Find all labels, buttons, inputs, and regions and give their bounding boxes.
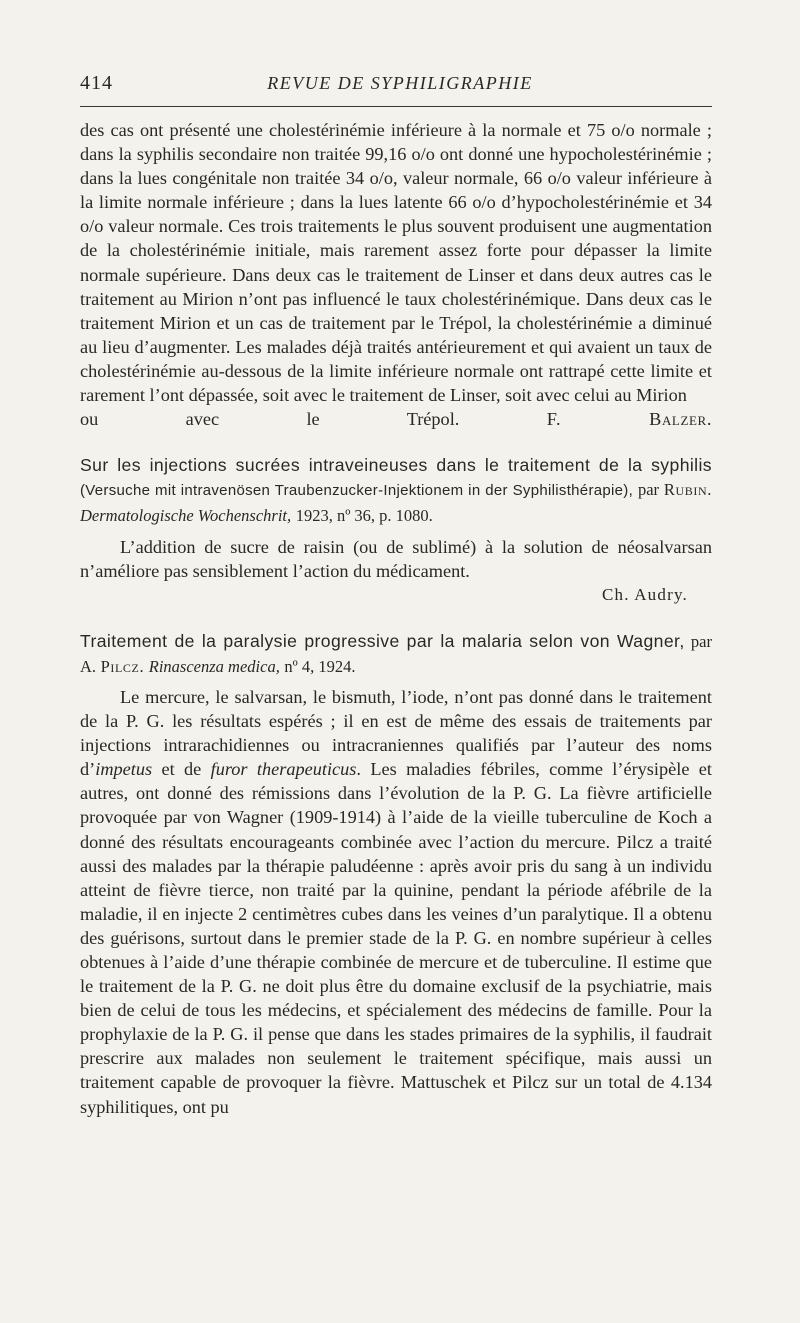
page-number: 414 <box>80 72 113 94</box>
running-title: REVUE DE SYPHILIGRAPHIE <box>267 73 533 93</box>
signature: F. Balzer. <box>546 409 712 430</box>
paragraph-part: . Les maladies fébriles, comme l’érysipèle et autres, ont donné des rémissions dans l’évolution de la P. G. La fièvre artificielle provoquée par von Wagner (1909-1914) à l’aide de la vieille tuberculine de Koch a donné des résultats encourageants combinée avec l’action du mercure. Pilcz a traité aussi des malades par la thérapie paludéenne : après avoir pris du sang à un individu atteint de fièvre tierce, non traité par la quinine, pendant la période afébrile de la maladie, il en injecte 2 centimètres cubes dans les veines d’un paralytique. Il a obtenu des guérisons, surtout dans le premier stade de la P. G. en nombre supérieur à celles obtenues à l’aide d’une thérapie combinée de mercure et de tuberculine. Il estime que le traitement de la P. G. ne doit plus être du domaine exclusif de la psychiatrie, mais bien de celui de tous les médecins, et spécialement des médecins de famille. Pour la prophylaxie de la P. G. il pense que dans les stades primaires de la syphilis, il faudrait prescrire aux malades non seulement le traitement spécifique, mais aussi un traitement capable de provoquer la fièvre. Mattuschek et Pilcz sur un total de 4.134 syphilitiques, ont pu <box>80 759 712 1117</box>
article-paragraph: L’addition de sucre de raisin (ou de sublimé) à la solution de néosalvarsan n’améliore pas sensiblement l’action du médicament. <box>80 536 712 581</box>
ref-par: par A. <box>80 631 712 676</box>
page-header <box>80 72 720 102</box>
article-paragraph <box>80 685 712 1119</box>
paragraph-part: et de <box>152 759 211 780</box>
header-rule <box>80 106 712 107</box>
italic-term: furor therapeuticus <box>210 759 357 780</box>
article-title: Sur les injections sucrées intraveineuses dans le traitement de la syphilis <box>80 455 712 476</box>
last-line-text: ou avec le Trépol. <box>80 409 460 430</box>
article-author: Rubin. <box>663 480 712 500</box>
article-heading <box>80 453 712 528</box>
article-balzer <box>80 118 712 431</box>
article-pilcz <box>80 629 712 1119</box>
ref-details: nº 4, 1924. <box>284 656 356 676</box>
article-subtitle: (Versuche mit intravenösen Traubenzucker-Injektionem in der Syphilisthérapie), <box>80 482 634 500</box>
journal-name: Rinascenza medica, <box>148 656 280 676</box>
article-rubin <box>80 453 712 607</box>
paragraph-part: Le mercure, le salvarsan, le bismuth, l’iode, n’ont pas donné dans le traitement de la P. G. les résultats espérés ; il en est de même des essais de traitements par injections intrarachidiennes ou intracraniennes qualifiés par l’auteur des noms d’ <box>80 686 712 780</box>
italic-term: impetus <box>95 759 153 780</box>
ref-par: par <box>637 480 660 500</box>
article-author: Pilcz. <box>100 656 145 676</box>
ref-details: 1923, nº 36, p. 1080. <box>295 506 433 526</box>
signature: Ch. Audry. <box>602 584 688 604</box>
signature-line <box>80 407 712 431</box>
journal-name: Dermatologische Wochenschrit, <box>80 506 292 526</box>
article-heading <box>80 629 712 679</box>
body-text <box>80 118 712 1119</box>
article-paragraph: des cas ont présenté une cholestérinémie inférieure à la normale et 75 o/o normale ; dans la syphilis secondaire non traitée 99,16 o/o ont donné une hypocholestérinémie ; dans la lues congénitale non traitée 34 o/o, valeur normale, 66 o/o valeur inférieure à la limite normale inférieure ; dans la lues latente 66 o/o d’hypocholestérinémie et 34 o/o valeur normale. Ces trois traitements le plus souvent produisent une augmentation de la cholestérinémie initiale, mais rarement assez forte pour dépasser la limite normale supérieure. Dans deux cas le traitement de Linser et dans deux autres cas le traitement au Mirion n’ont pas influencé le taux cholestérinémique. Dans deux cas le traitement Mirion et un cas de traitement par le Trépol, la cholestérinémie a diminué au lieu d’augmenter. Les malades déjà traités antérieurement et qui avaient un taux de cholestérinémie au-dessous de la limite inférieure normale ont rattrapé cette limite et rarement l’ont dépassée, soit avec le traitement de Linser, soit avec celui au Mirion <box>80 120 712 406</box>
article-title: Traitement de la paralysie progressive par la malaria selon von Wagner, <box>80 630 685 651</box>
